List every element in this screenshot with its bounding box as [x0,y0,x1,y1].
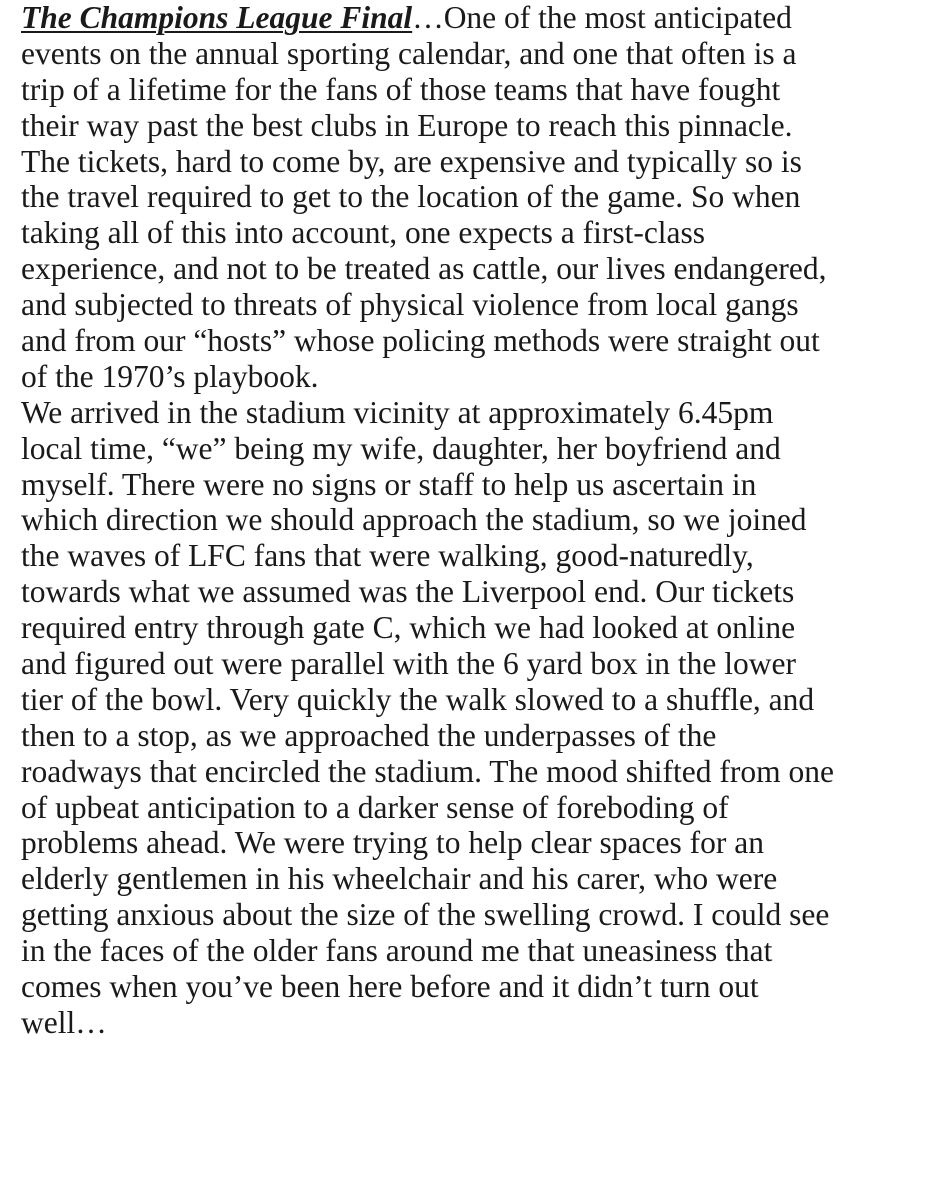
text-line-26: getting anxious about the size of the swelling crowd. I could see [21,897,830,933]
text-line-4: their way past the best clubs in Europe to reach this pinnacle. [21,107,793,143]
text-line-20: tier of the bowl. Very quickly the walk slowed to a shuffle, and [21,681,815,717]
text-line-2: events on the annual sporting calendar, and one that often is a [21,35,797,71]
text-line-23: of upbeat anticipation to a darker sense of foreboding of [21,789,729,825]
document-body [21,0,945,1041]
text-line-17: towards what we assumed was the Liverpool end. Our tickets [21,574,795,610]
text-line-24: problems ahead. We were trying to help clear spaces for an [21,825,764,861]
text-line-9: and subjected to threats of physical violence from local gangs [21,287,799,323]
text-line-22: roadways that encircled the stadium. The mood shifted from one [21,753,834,789]
text-line-19: and figured out were parallel with the 6 yard box in the lower [21,646,796,682]
text-line-13: local time, “we” being my wife, daughter, her boyfriend and [21,430,781,466]
text-line-14: myself. There were no signs or staff to help us ascertain in [21,466,757,502]
text-line-28: comes when you’ve been here before and it didn’t turn out [21,969,759,1005]
text-line-12: We arrived in the stadium vicinity at approximately 6.45pm [21,394,774,430]
text-line-10: and from our “hosts” whose policing methods were straight out [21,323,820,359]
text-line-27: in the faces of the older fans around me that uneasiness that [21,933,773,969]
text-line-15: which direction we should approach the stadium, so we joined [21,502,807,538]
title-continuation: …One of the most anticipated [412,0,792,35]
text-line-25: elderly gentlemen in his wheelchair and his carer, who were [21,861,778,897]
text-line-21: then to a stop, as we approached the underpasses of the [21,717,717,753]
text-line-5: The tickets, hard to come by, are expensive and typically so is [21,143,802,179]
document-title: The Champions League Final [21,0,413,35]
text-line-29: well… [21,1004,107,1040]
text-line-1 [21,0,945,36]
text-line-11: of the 1970’s playbook. [21,358,319,394]
text-line-18: required entry through gate C, which we had looked at online [21,610,796,646]
text-line-7: taking all of this into account, one expects a first-class [21,215,706,251]
text-line-16: the waves of LFC fans that were walking, good-naturedly, [21,538,754,574]
text-line-3: trip of a lifetime for the fans of those teams that have fought [21,71,781,107]
text-line-8: experience, and not to be treated as cattle, our lives endangered, [21,251,827,287]
text-line-6: the travel required to get to the location of the game. So when [21,179,801,215]
